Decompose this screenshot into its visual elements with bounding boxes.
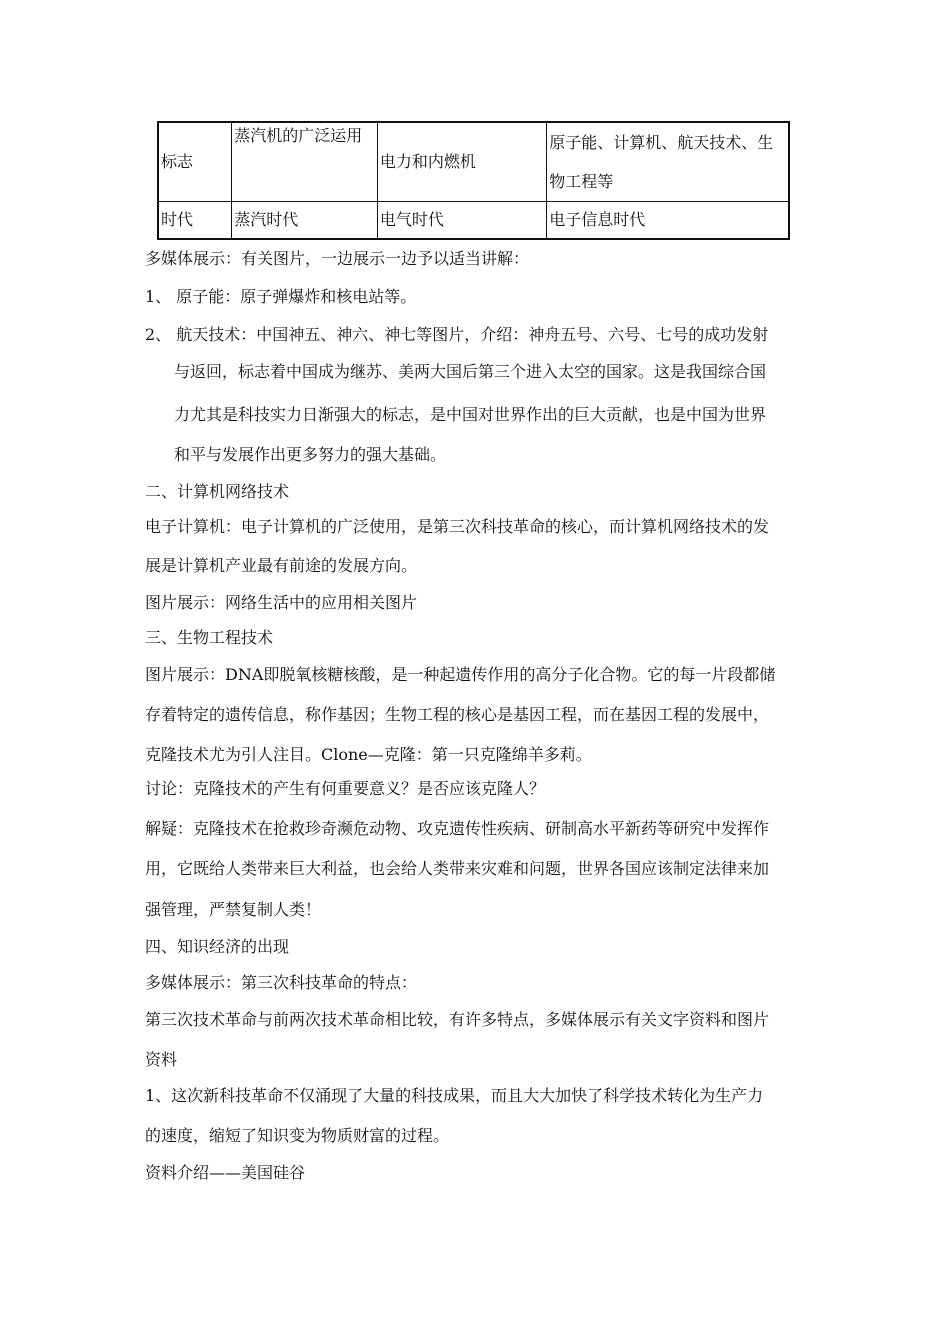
text-line: 资料 [145,1050,178,1069]
text-line: 解疑：克隆技术在抢救珍奇濒危动物、攻克遗传性疾病、研制高水平新药等研究中发挥作 [145,819,770,838]
section-heading: 四、知识经济的出现 [145,937,290,956]
text-line: 图片展示：DNA即脱氧核糖核酸，是一种起遗传作用的高分子化合物。它的每一片段都储 [145,665,776,684]
table-cell: 电力和内燃机 [377,122,546,202]
text-line: 存着特定的遗传信息，称作基因；生物工程的核心是基因工程，而在基因工程的发展中， [145,705,770,724]
section-heading: 三、生物工程技术 [145,628,274,647]
text-line: 展是计算机产业最有前途的发展方向。 [145,556,418,575]
table-cell: 蒸汽时代 [232,202,378,240]
table-cell: 电子信息时代 [547,202,789,240]
table-row [158,202,789,240]
text-line: 多媒体展示：有关图片，一边展示一边予以适当讲解： [145,249,530,268]
text-line: 与返回，标志着中国成为继苏、美两大国后第三个进入太空的国家。这是我国综合国 [174,362,767,381]
text-line: 用，它既给人类带来巨大利益，也会给人类带来灾难和问题，世界各国应该制定法律来加 [145,859,770,878]
list-item: 1、 原子能：原子弹爆炸和核电站等。 [145,287,417,306]
revolution-comparison-table [157,121,790,240]
text-line: 的速度，缩短了知识变为物质财富的过程。 [145,1126,450,1145]
text-line: 资料介绍——美国硅谷 [145,1163,306,1182]
text-line: 强管理，严禁复制人类！ [145,900,322,919]
table-row [158,122,789,202]
list-item: 1、这次新科技革命不仅涌现了大量的科技成果，而且大大加快了科学技术转化为生产力 [145,1086,764,1105]
table-cell: 电气时代 [377,202,546,240]
text-line: 电子计算机：电子计算机的广泛使用，是第三次科技革命的核心，而计算机网络技术的发 [145,517,770,536]
list-item: 2、 航天技术：中国神五、神六、神七等图片，介绍：神舟五号、六号、七号的成功发射 [145,325,769,344]
text-line: 第三次技术革命与前两次技术革命相比较，有许多特点，多媒体展示有关文字资料和图片 [145,1010,770,1029]
text-line: 克隆技术尤为引人注目。Clone—克隆：第一只克隆绵羊多莉。 [145,745,592,764]
table-cell: 时代 [158,202,232,240]
text-line: 图片展示：网络生活中的应用相关图片 [145,593,418,612]
table-cell: 标志 [158,122,232,202]
text-line: 力尤其是科技实力日渐强大的标志，是中国对世界作出的巨大贡献，也是中国为世界 [174,405,767,424]
section-heading: 二、计算机网络技术 [145,482,290,501]
text-line: 讨论：克隆技术的产生有何重要意义？是否应该克隆人？ [145,779,546,798]
table-cell: 蒸汽机的广泛运用 [232,122,378,202]
table-cell: 原子能、计算机、航天技术、生物工程等 [547,122,789,202]
text-line: 多媒体展示：第三次科技革命的特点： [145,973,418,992]
text-line: 和平与发展作出更多努力的强大基础。 [174,445,447,464]
